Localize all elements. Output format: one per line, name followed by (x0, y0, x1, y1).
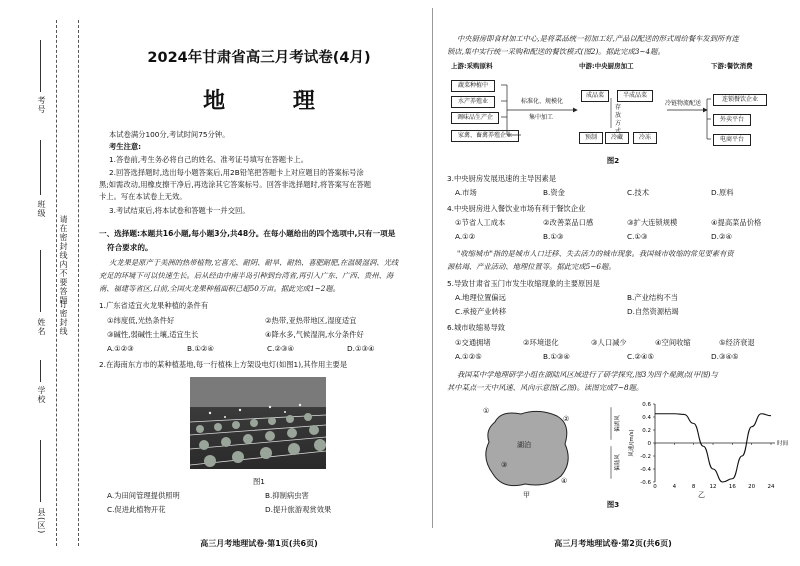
q1-option-c[interactable]: C.②③④ (267, 344, 295, 353)
q2-option-a[interactable]: A.为田间管理提供照明 (107, 491, 180, 500)
q5-option-d[interactable]: D.自然资源枯竭 (627, 307, 679, 316)
q6-statement-4: ④空间收缩 (655, 338, 691, 347)
section-1-heading: 一、选择题:本题共16小题,每小题3分,共48分。在每小题给出的四个选项中,只有一项是 (99, 229, 396, 238)
q6-statement-2: ②环境退化 (523, 338, 559, 347)
q1-statement-2: ②热带,亚热带地区,湿度适宜 (265, 316, 357, 325)
point-2-marker: ② (563, 415, 570, 423)
chart-land-wind-label: 偏陆风 (615, 454, 621, 471)
chart-y-tick-label: 0 (647, 441, 651, 447)
flow-upstream-label: 上游:采购原料 (451, 62, 493, 70)
q4-statement-3: ③扩大连锁规模 (627, 218, 678, 227)
yi-label: 乙 (698, 491, 705, 499)
q3-option-d[interactable]: D.原料 (711, 188, 734, 197)
q5-option-c[interactable]: C.承接产业转移 (455, 307, 507, 316)
section-1-heading-cont: 符合要求的。 (107, 243, 153, 252)
page-1-footer: 高三月考地理试卷·第1页(共6页) (200, 539, 318, 548)
flow-box-seasoning: 调味品生产企 (451, 112, 499, 124)
flow-box-aquaculture: 水产养殖业 (451, 96, 495, 108)
flow-storage-method: 存放方 (615, 104, 622, 127)
flow-box-prepared: 预制 (579, 132, 603, 144)
chart-series-line-0 (655, 414, 771, 482)
dragon-fruit-field-image (190, 377, 326, 469)
q2-option-d[interactable]: D.提升旅游观赏效果 (265, 505, 332, 514)
passage-3a: "收缩城市"指的是城市人口迁移、失去活力的城市现象。我国城市收缩的常见要素有资 (457, 249, 734, 258)
chart-y-tick-label: -0.4 (640, 467, 651, 473)
question-2: 2.在海南东方市的某种植基地,每一行植株上方架设电灯(如图1),其作用主要是 (99, 360, 348, 369)
chart-y-tick-label: -0.6 (640, 480, 651, 486)
q3-option-a[interactable]: A.市场 (455, 188, 477, 197)
q3-option-b[interactable]: B.资金 (543, 188, 565, 197)
note-2a: 2.回答选择题时,选出每小题答案后,用2B铅笔把答题卡上对应题目的答案标号涂 (109, 168, 364, 177)
q3-option-c[interactable]: C.技术 (627, 188, 650, 197)
chart-x-tick-label: 8 (691, 484, 696, 490)
seal-line-outer (56, 20, 57, 546)
q1-statement-1: ①纬度低,光热条件好 (107, 316, 175, 325)
wind-chart-svg (593, 396, 789, 498)
chart-y-tick-label: 0.4 (642, 415, 651, 421)
q5-option-a[interactable]: A.地理位置偏远 (455, 293, 506, 302)
chart-lake-wind-label: 偏湖风 (615, 415, 621, 432)
label-xuexiao: 学校 (37, 386, 46, 404)
note-3: 3.考试结束后,将本试卷和答题卡一并交回。 (109, 206, 250, 215)
question-6: 6.城市收缩易导致 (447, 323, 506, 332)
passage-1b: 充足的环境下可以快速生长。后从经由中南半岛引种到台湾省,再引入广东、广西、贵州、海 (99, 271, 394, 280)
note-1: 1.答卷前,考生务必将自己的姓名、准考证号填写在答题卡上。 (109, 155, 308, 164)
figure-1-photo (190, 377, 326, 469)
q6-option-b[interactable]: B.①③④ (543, 352, 570, 361)
passage-1a: 火龙果是原产于美洲的热带植物,它喜光、耐阴、耐旱、耐热、喜肥耐肥,在温暖湿润、光线 (109, 258, 399, 267)
figure-3-chart (593, 396, 789, 506)
flow-box-delivery-platform: 外卖平台 (713, 114, 751, 126)
figure-1-caption: 图1 (253, 477, 265, 486)
notes-heading: 考生注意: (109, 142, 142, 151)
q4-option-d[interactable]: D.②④ (711, 232, 733, 241)
q4-statement-1: ①节省人工成本 (455, 218, 506, 227)
binding-strip (0, 0, 92, 566)
passage-2a: 中央厨房即食材加工中心,是将菜品统一初加工好,产品以配送的形式周给餐车发到所有连 (457, 34, 739, 43)
flow-box-finished-dish: 成品菜 (581, 90, 609, 102)
question-1: 1.广东省适宜火龙果种植的条件有 (99, 301, 209, 310)
flow-box-livestock: 家禽、畜禽养殖企业 (451, 130, 519, 142)
chart-y-unit-label: 风速/(m/s) (629, 429, 635, 457)
flow-downstream-label: 下游:餐饮消费 (711, 62, 753, 70)
figure-2-caption: 图2 (606, 156, 620, 165)
q6-option-a[interactable]: A.①②⑤ (455, 352, 482, 361)
blank-xuexiao (40, 360, 41, 382)
q1-option-d[interactable]: D.①③④ (347, 344, 375, 353)
q5-option-b[interactable]: B.产业结构不当 (627, 293, 679, 302)
point-1-marker: ① (483, 407, 490, 415)
chart-x-tick-label: 24 (767, 484, 775, 490)
exam-title: 2024年甘肃省高三月考试卷(4月) (147, 50, 371, 66)
page-divider (432, 8, 433, 528)
chart-x-tick-label: 4 (672, 484, 677, 490)
passage-3b: 源枯竭、产业活动、地理位置等。据此完成5~6题。 (447, 262, 616, 271)
blank-banji (40, 140, 41, 195)
label-xianqu: 县(区) (37, 508, 46, 535)
page-1 (95, 0, 423, 566)
flow-label-cold-chain: 冷链物流配送 (665, 100, 702, 107)
blank-kaohao (40, 40, 41, 92)
passage-2b: 锁店,集中实行统一采购和配送的餐饮模式(图2)。据此完成3~4题。 (447, 47, 665, 56)
q4-statement-4: ④提高菜品价格 (711, 218, 762, 227)
q1-statement-4: ④降水多,气候湿润,水分条件好 (265, 330, 364, 339)
subject-title: 地 理 (203, 89, 345, 114)
q6-statement-1: ①交通拥堵 (455, 338, 491, 347)
question-3: 3.中央厨房发展迅速的主导因素是 (447, 174, 557, 183)
figure-3-caption: 图3 (606, 500, 620, 509)
question-4: 4.中央厨房进入餐饮业市场有利于餐饮企业 (447, 204, 586, 213)
question-5: 5.导致甘肃省玉门市发生收缩现象的主要原因是 (447, 279, 600, 288)
q1-statement-3: ③碱性,弱碱性土壤,适宜生长 (107, 330, 199, 339)
passage-4a: 我国某中学地理研学小组在湖陆风区域进行了研学探究,图3为四个观测点(甲图)与 (457, 370, 718, 379)
chart-x-tick-label: 16 (728, 484, 736, 490)
flow-label-process: 集中加工 (529, 114, 554, 121)
blank-xingming (40, 250, 41, 312)
lake-label: 湖泊 (517, 441, 531, 449)
figure-2-diagram (443, 62, 783, 170)
q1-option-b[interactable]: B.①②④ (187, 344, 214, 353)
flow-box-chain-restaurant: 连锁餐饮企业 (713, 94, 767, 106)
flow-midstream-label: 中游:中央厨房加工 (579, 62, 634, 70)
chart-y-tick-label: -0.2 (640, 454, 651, 460)
q2-option-c[interactable]: C.促进此植物开花 (107, 505, 166, 514)
chart-x-tick-label: 0 (653, 484, 657, 490)
q1-option-a[interactable]: A.①②③ (107, 344, 134, 353)
note-2b: 黑;如需改动,用橡皮擦干净后,再选涂其它答案标号。回答非选择题时,将答案写在答题 (99, 180, 372, 189)
label-xingming: 姓名 (37, 318, 46, 336)
chart-y-tick-label: 0.6 (642, 402, 651, 408)
label-banji: 班级 (37, 200, 46, 218)
chart-y-tick-label: 0.2 (642, 428, 651, 434)
q4-option-c[interactable]: C.①③ (627, 232, 648, 241)
flow-box-vegetable: 蔬菜种植中 (451, 80, 495, 92)
q6-statement-3: ③人口减少 (591, 338, 627, 347)
chart-x-tick-label: 20 (748, 484, 756, 490)
flow-box-semi-finished: 半成品菜 (617, 90, 653, 102)
flow-label-standardization: 标准化、规模化 (521, 98, 564, 105)
passage-1c: 南、福建等省区,目前,全国火龙果种植面积已超50万亩。据此完成1~2题。 (99, 284, 340, 293)
q4-statement-2: ②改善菜品口感 (543, 218, 594, 227)
chart-x-unit-label: 时间 (777, 441, 789, 447)
flow-box-frozen: 冷冻 (633, 132, 657, 144)
q6-statement-5: ⑤经济衰退 (719, 338, 755, 347)
chart-x-tick-label: 12 (709, 484, 717, 490)
note-2c: 卡上。写在本试卷上无效。 (99, 192, 187, 201)
q4-option-a[interactable]: A.①② (455, 232, 476, 241)
point-3-marker: ③ (501, 461, 508, 469)
flow-box-ecommerce: 电商平台 (713, 134, 751, 146)
label-kaohao: 考号 (37, 96, 46, 114)
passage-4b: 其中某点一天中风速、风向示意图(乙图)。读图完成7~8题。 (447, 383, 644, 392)
page-2 (443, 0, 789, 566)
page-2-footer: 高三月考地理试卷·第2页(共6页) (554, 539, 672, 548)
jia-label: 甲 (523, 491, 530, 499)
point-4-marker: ④ (561, 477, 568, 485)
q6-option-d[interactable]: D.③④⑤ (711, 352, 739, 361)
figure-3-map (473, 400, 583, 500)
flow-box-chilled: 冷藏 (605, 132, 629, 144)
blank-xianqu (40, 440, 41, 502)
q4-option-b[interactable]: B.①③ (543, 232, 564, 241)
notice-no-answer: 请在密封线内不要答题 (59, 215, 68, 305)
seal-line-inner (78, 20, 79, 546)
q6-option-c[interactable]: C.②④⑤ (627, 352, 655, 361)
seal-text: 订密封线 (59, 300, 68, 336)
intro-line: 本试卷满分100分,考试时间75分钟。 (109, 130, 230, 139)
q2-option-b[interactable]: B.抑制病虫害 (265, 491, 309, 500)
